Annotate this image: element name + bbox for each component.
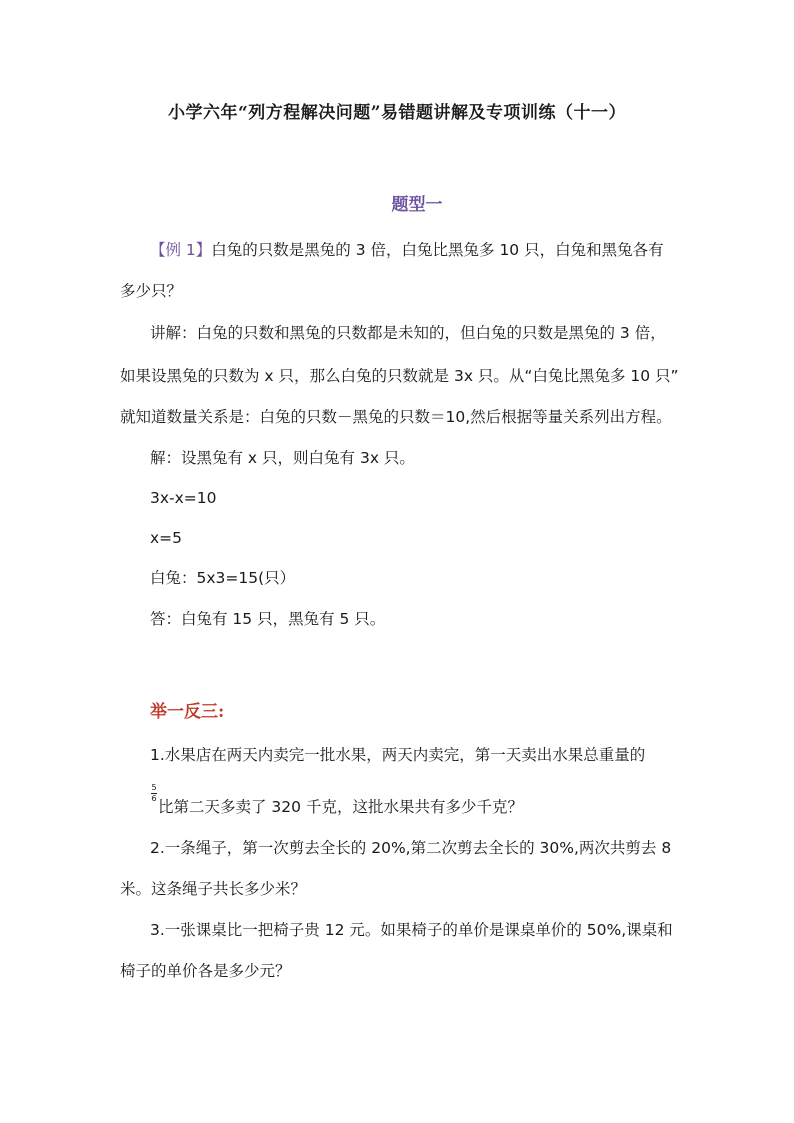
solution-white-rabbits: 白兔：5x3=15(只）: [150, 569, 296, 587]
explanation-line-2: 如果设黑兔的只数为 x 只，那么白兔的只数就是 3x 只。从“白兔比黑兔多 10 只”: [120, 367, 679, 385]
review-heading: 举一反三:: [150, 702, 225, 722]
exercise-2-line-1: 2.一条绳子，第一次剪去全长的 20%,第二次剪去全长的 30%,两次共剪去 8: [150, 839, 672, 857]
solution-setup: 解：设黑兔有 x 只，则白兔有 3x 只。: [150, 449, 415, 467]
example-label: 【例 1】: [150, 241, 212, 259]
exercise-3-line-2: 椅子的单价各是多少元？: [120, 962, 291, 980]
exercise-3-line-1: 3.一张课桌比一把椅子贵 12 元。如果椅子的单价是课桌单价的 50%,课桌和: [150, 921, 673, 939]
solution-equation-1: 3x-x=10: [150, 489, 217, 507]
explanation-line-3: 就知道数量关系是：白兔的只数－黑兔的只数＝10,然后根据等量关系列出方程。: [120, 408, 672, 426]
example-line-2: 多少只？: [120, 282, 183, 300]
example-line-1: [150, 240, 710, 260]
fraction-denominator: 6: [151, 794, 157, 803]
fraction-numerator: 5: [151, 783, 157, 792]
document-title: 小学六年“列方程解决问题”易错题讲解及专项训练（十一）: [167, 103, 627, 123]
example-text-1: 白兔的只数是黑兔的 3 倍，白兔比黑兔多 10 只，白兔和黑兔各有: [211, 241, 664, 259]
section-heading: 题型一: [391, 195, 443, 215]
exercise-2-line-2: 米。这条绳子共长多少米？: [120, 880, 307, 898]
explanation-line-1: 讲解：白兔的只数和黑兔的只数都是未知的，但白兔的只数是黑兔的 3 倍，: [150, 324, 666, 342]
exercise-1-line-2: 比第二天多卖了 320 千克，这批水果共有多少千克？: [158, 798, 523, 816]
exercise-1-line-1: 1.水果店在两天内卖完一批水果，两天内卖完，第一天卖出水果总重量的: [150, 746, 646, 764]
solution-equation-2: x=5: [150, 529, 183, 547]
fraction-five-sixths: [150, 784, 158, 803]
solution-answer: 答：白兔有 15 只，黑兔有 5 只。: [150, 610, 386, 628]
